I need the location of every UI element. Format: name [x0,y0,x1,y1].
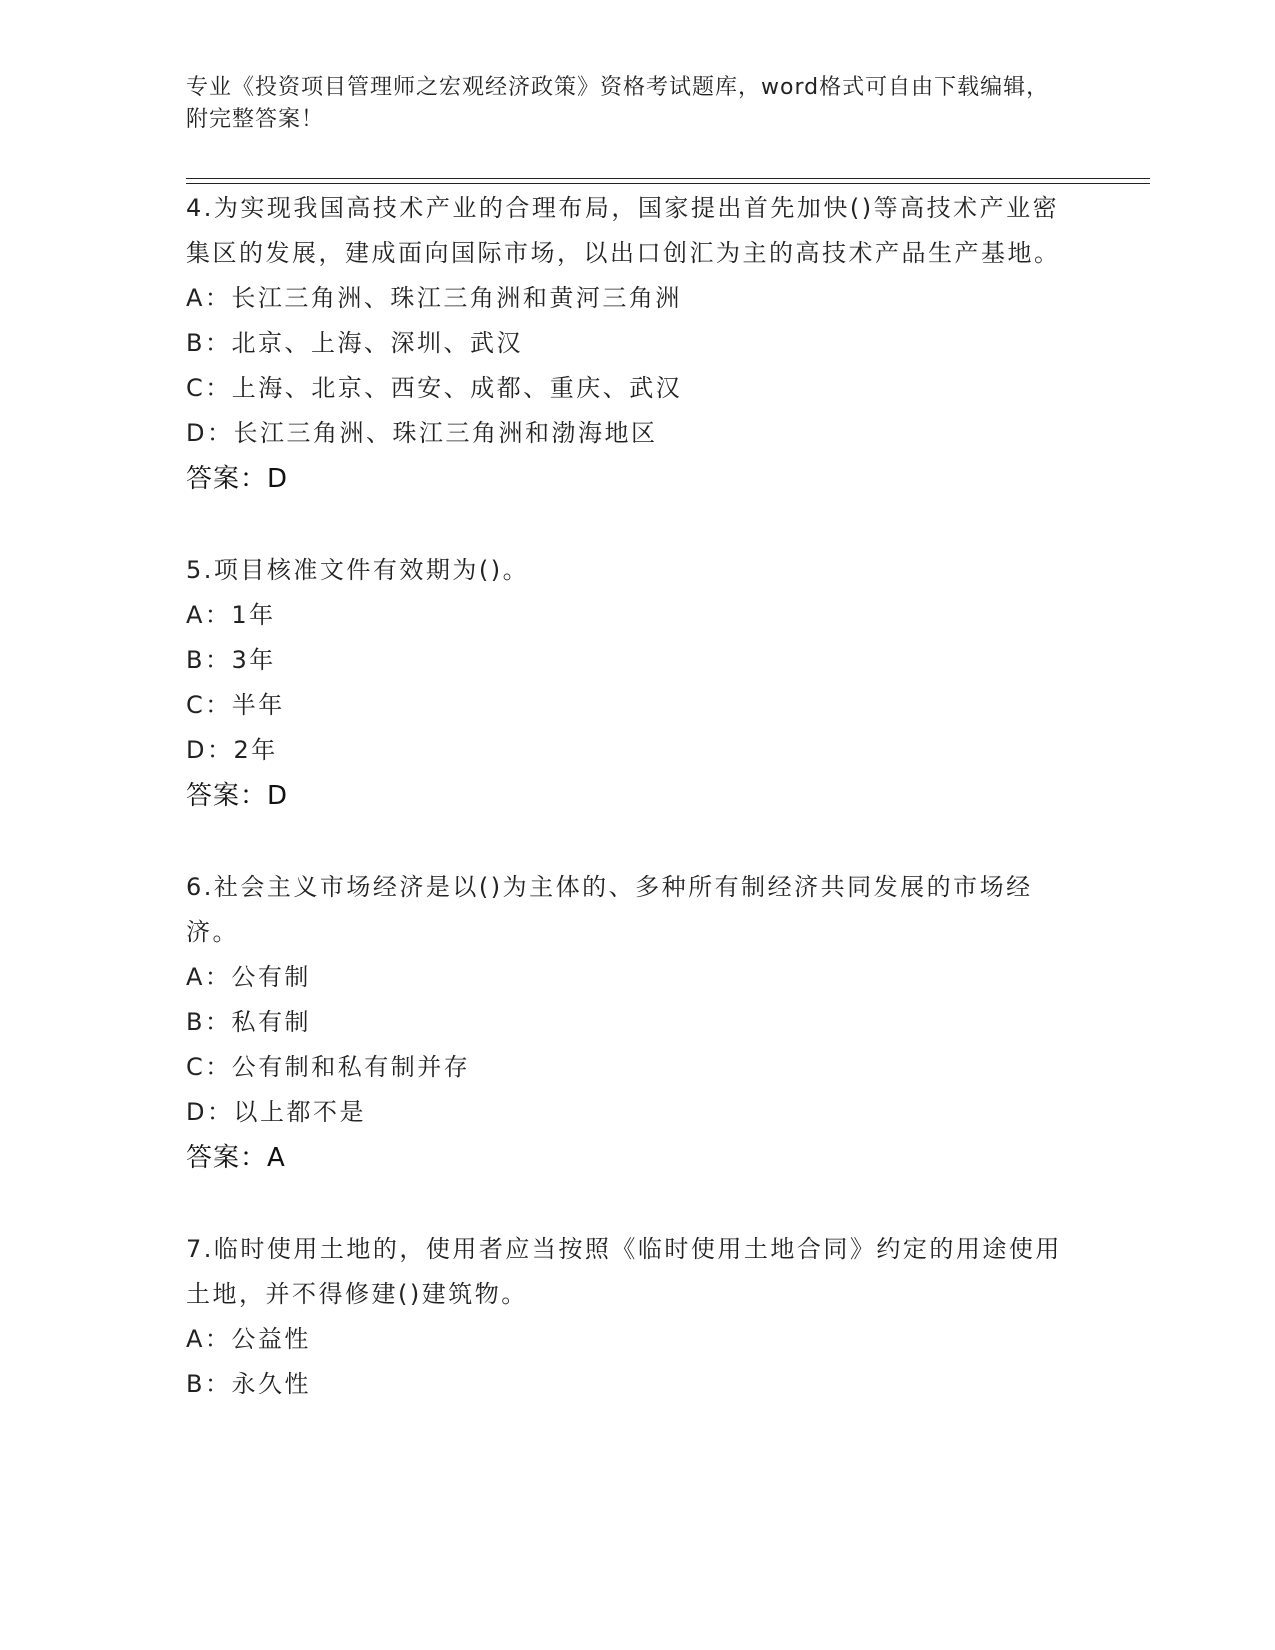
option-c: C：上海、北京、西安、成都、重庆、武汉 [186,374,683,402]
question-text: 4.为实现我国高技术产业的合理布局，国家提出首先加快()等高技术产业密集区的发展，建成面向国际市场，以出口创汇为主的高技术产品生产基地。 [186,194,1061,267]
option-a: A：1年 [186,601,276,629]
header-rule-top [186,178,1150,179]
option-d: D：以上都不是 [186,1098,366,1126]
question-4 [186,186,1066,502]
question-list [186,186,1066,1453]
question-text: 7.临时使用土地的，使用者应当按照《临时使用土地合同》约定的用途使用土地，并不得修建()建筑物。 [186,1235,1062,1308]
option-d: D：长江三角洲、珠江三角洲和渤海地区 [186,419,658,447]
option-c: C：半年 [186,691,285,719]
option-b: B：私有制 [186,1008,311,1036]
question-text: 6.社会主义市场经济是以()为主体的、多种所有制经济共同发展的市场经济。 [186,873,1033,946]
question-text: 5.项目核准文件有效期为()。 [186,556,530,584]
question-7 [186,1227,1066,1407]
document-header: 专业《投资项目管理师之宏观经济政策》资格考试题库，word格式可自由下载编辑，附完整答案！ [186,75,1050,132]
option-a: A：长江三角洲、珠江三角洲和黄河三角洲 [186,284,682,312]
question-5 [186,548,1066,819]
option-a: A：公有制 [186,963,311,991]
option-d: D：2年 [186,736,278,764]
option-c: C：公有制和私有制并存 [186,1053,471,1081]
option-a: A：公益性 [186,1325,311,1353]
question-6 [186,865,1066,1181]
answer: 答案：A [186,1143,286,1173]
option-b: B：永久性 [186,1370,311,1398]
answer: 答案：D [186,781,289,811]
option-b: B：3年 [186,646,276,674]
option-b: B：北京、上海、深圳、武汉 [186,329,523,357]
answer: 答案：D [186,464,289,494]
header-rule-bottom [186,183,1150,184]
